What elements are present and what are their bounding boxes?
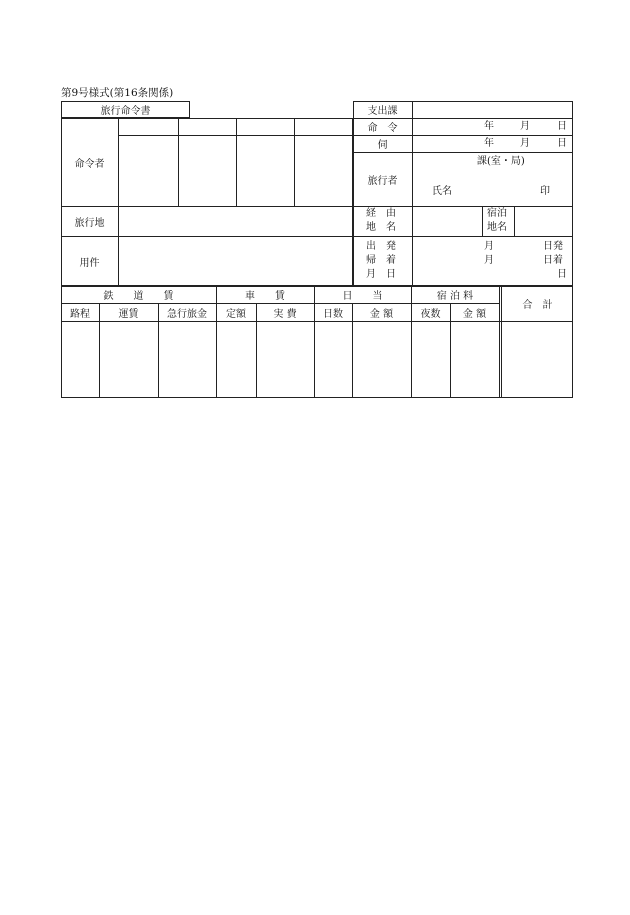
form-title: 第9号様式(第16条関係) [61, 87, 174, 99]
entry-fixed-amount[interactable] [217, 322, 256, 397]
entry-fare[interactable] [100, 322, 158, 397]
lodging-field[interactable] [515, 207, 573, 236]
entry-actual-cost[interactable] [257, 322, 314, 397]
inquiry-month: 月 [520, 138, 530, 149]
entry-express-fare[interactable] [159, 322, 216, 397]
destination-label: 旅行地 [74, 217, 105, 229]
order-label: 命 令 [367, 123, 398, 134]
commander-col-2[interactable] [236, 118, 237, 206]
route-field[interactable] [413, 207, 482, 236]
return-label: 帰 着 [366, 255, 396, 266]
inquiry-label: 伺 [377, 140, 388, 151]
commander-col-1[interactable] [178, 118, 179, 206]
seal-mark: 印 [540, 186, 550, 197]
entry-lodging-amount[interactable] [451, 322, 499, 397]
route-label-2: 地 名 [366, 222, 396, 233]
payment-section-field[interactable] [413, 102, 573, 118]
purpose-field[interactable] [119, 237, 353, 286]
inquiry-day: 日 [557, 138, 567, 149]
entry-daily-amount[interactable] [353, 322, 411, 397]
inquiry-year: 年 [484, 138, 494, 149]
order-year: 年 [484, 121, 494, 132]
col-actual-cost: 実 費 [273, 308, 297, 320]
col-daily-amount: 金 額 [369, 308, 394, 320]
entry-nights[interactable] [412, 322, 450, 397]
entry-total[interactable] [502, 322, 572, 397]
lodging-divider-left [482, 206, 483, 236]
return-day: 日着 [543, 255, 563, 266]
order-day: 日 [557, 121, 567, 132]
name-label: 氏名 [432, 186, 452, 197]
return-month: 月 [484, 255, 494, 266]
group-rail: 鉄 道 賃 [103, 291, 174, 302]
departure-month: 月 [484, 241, 494, 252]
col-fare: 運賃 [118, 308, 139, 320]
col-days: 日数 [323, 308, 343, 320]
destination-field[interactable] [119, 207, 353, 236]
month-day-label: 月 日 [366, 269, 396, 280]
right-label-divider [412, 101, 413, 286]
col-express-fare: 急行旅金 [167, 308, 207, 320]
purpose-label: 用件 [79, 257, 100, 269]
division-label: 課(室・局) [477, 156, 525, 167]
route-label-1: 経 由 [366, 208, 396, 219]
col-nights: 夜数 [420, 308, 441, 320]
entry-route[interactable] [62, 322, 99, 397]
departure-label: 出 発 [366, 241, 396, 252]
month-day-day: 日 [557, 269, 567, 280]
group-daily: 日 当 [342, 291, 383, 302]
order-document-label: 旅行命令書 [61, 101, 190, 118]
lodging-label-2: 地名 [487, 222, 507, 233]
group-total: 合 計 [522, 300, 553, 311]
right-line-5 [353, 236, 573, 237]
commander-col-3[interactable] [294, 118, 295, 206]
col-lodging-amount: 金 額 [462, 308, 487, 320]
group-lodging: 宿 泊 料 [436, 291, 474, 302]
entry-days[interactable] [315, 322, 352, 397]
col-fixed-amount: 定額 [226, 308, 246, 320]
departure-day: 日発 [543, 241, 563, 252]
payment-section-label: 支出課 [367, 106, 398, 117]
group-car: 車 賃 [245, 291, 285, 302]
col-route: 路程 [70, 308, 90, 320]
traveler-label: 旅行者 [367, 175, 398, 187]
commander-label: 命令者 [74, 158, 105, 170]
lodging-label-1: 宿泊 [487, 208, 507, 219]
order-month: 月 [520, 121, 530, 132]
